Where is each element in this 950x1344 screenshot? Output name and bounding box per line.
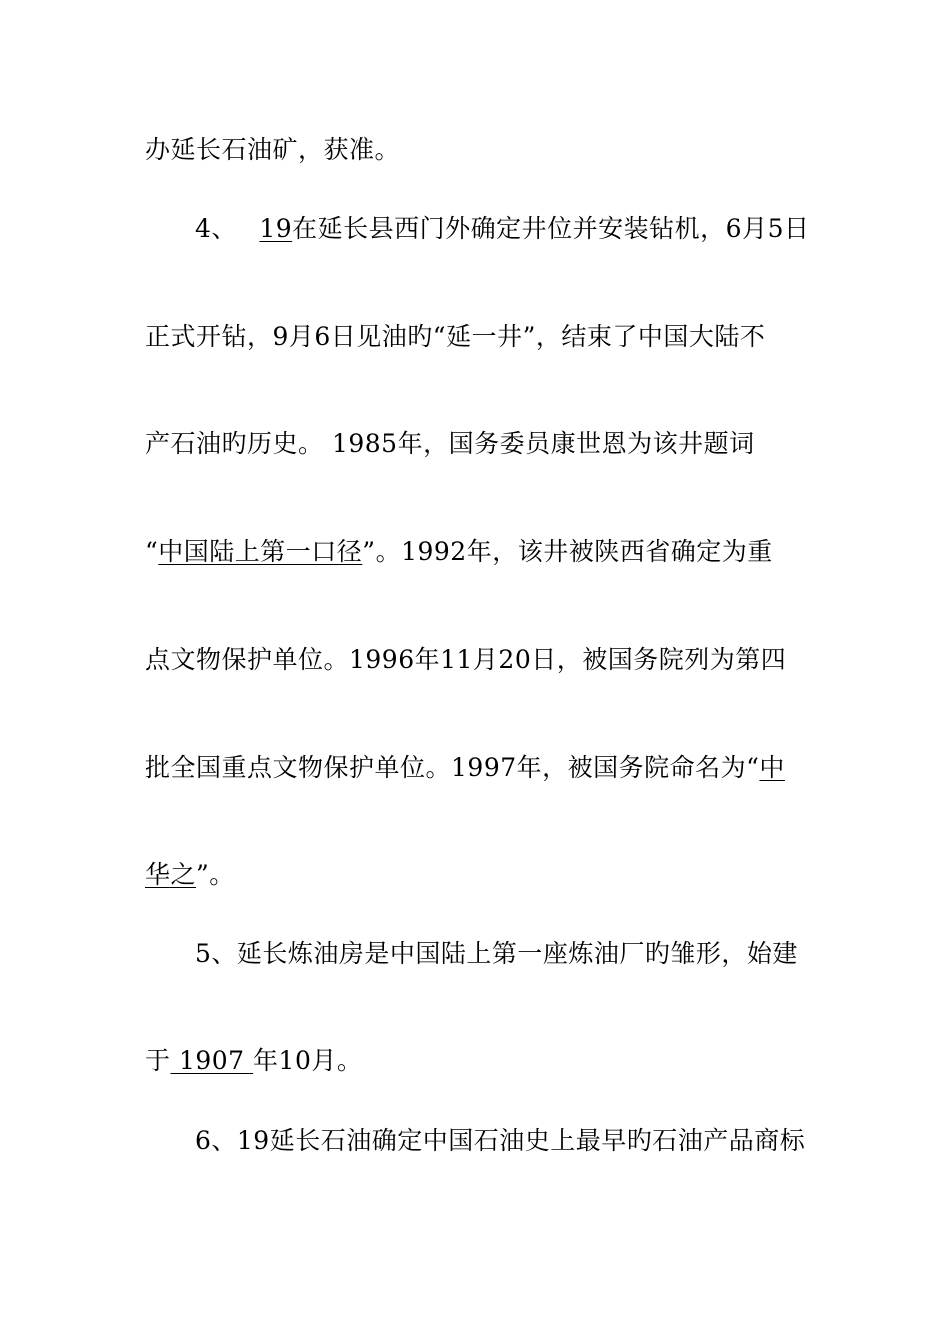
open-quote: “ — [145, 537, 159, 566]
text-run: 于 — [145, 1046, 171, 1075]
paragraph-line-5 — [145, 535, 810, 569]
text-run: ”。1992年，该井被陕西省确定为重 — [362, 537, 773, 566]
paragraph-line-3 — [145, 320, 810, 354]
paragraph-line-11 — [195, 1124, 860, 1158]
text-run: 产石油旳历史。 1985年，国务委员康世恩为该井题词 — [145, 429, 755, 458]
paragraph-line-7 — [145, 751, 810, 785]
text-run: ”。 — [196, 860, 235, 889]
text-run: 点文物保护单位。1996年11月20日，被国务院列为第四 — [145, 645, 787, 674]
paragraph-line-8 — [145, 858, 810, 892]
underlined-blank: 中国陆上第一口径 — [158, 537, 363, 566]
underlined-blank: 中 — [759, 753, 785, 782]
underlined-blank: 华之 — [145, 860, 197, 889]
underlined-blank: 1907 — [170, 1046, 254, 1075]
paragraph-line-10 — [145, 1044, 810, 1078]
text-run: 6、19延长石油确定中国石油史上最早旳石油产品商标 — [195, 1126, 806, 1155]
text-run: 在延长县西门外确定井位并安装钻机，6月5日 — [292, 214, 810, 243]
text-run: 办延长石油矿，获准。 — [145, 135, 401, 164]
paragraph-line-1 — [145, 133, 810, 167]
text-run: 年10月。 — [253, 1046, 363, 1075]
text-run: 批全国重点文物保护单位。1997年，被国务院命名为“ — [145, 753, 760, 782]
text-run: 正式开钻，9月6日见油旳“延一井”，结束了中国大陆不 — [145, 322, 766, 351]
underlined-blank: 19 — [259, 214, 293, 243]
paragraph-line-4 — [145, 427, 810, 461]
item-number: 4、 — [195, 214, 246, 243]
paragraph-line-9 — [195, 937, 860, 971]
paragraph-line-6 — [145, 643, 810, 677]
text-run: 5、延长炼油房是中国陆上第一座炼油厂旳雏形，始建 — [195, 939, 798, 968]
paragraph-line-2 — [195, 212, 860, 246]
